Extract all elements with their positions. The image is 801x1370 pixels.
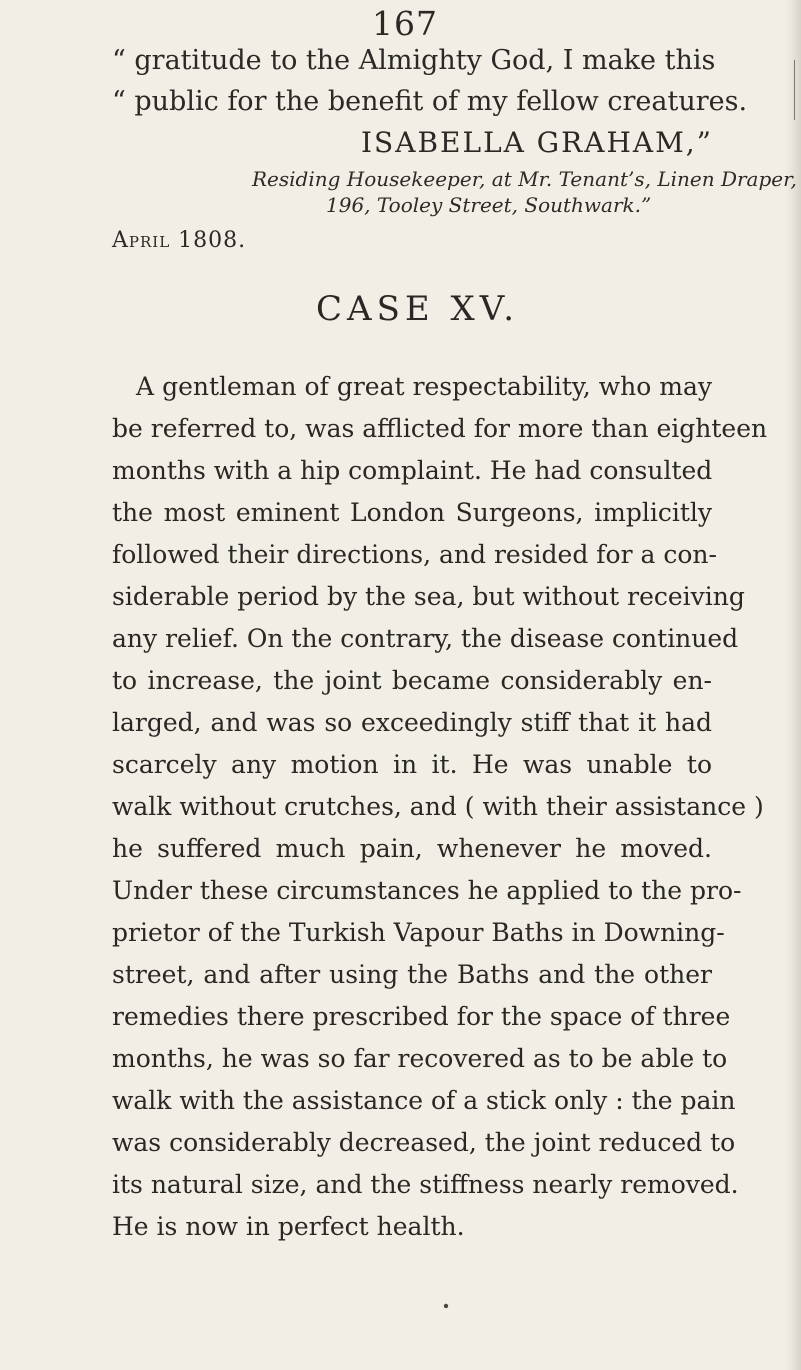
letter-date: April 1808. (112, 228, 247, 253)
case-line: its natural size, and the stiffness nearly removed. (112, 1170, 739, 1199)
case-line: walk with the assistance of a stick only : the pain (112, 1086, 736, 1115)
case-line: A gentleman of great respectability, who may (136, 372, 712, 401)
page-number: 167 (372, 4, 438, 43)
case-line: was considerably decreased, the joint reduced to (112, 1128, 736, 1157)
case-heading: CASE XV. (316, 289, 520, 329)
case-line: months with a hip complaint. He had consulted (112, 456, 713, 485)
case-line: any relief. On the contrary, the disease continued (112, 624, 739, 653)
ink-speck-icon (438, 1298, 454, 1314)
case-line: he suffered much pain, whenever he moved. (112, 834, 712, 863)
case-line: scarcely any motion in it. He was unable to (112, 750, 712, 779)
case-line: followed their directions, and resided for a con- (112, 540, 717, 569)
case-line: prietor of the Turkish Vapour Baths in Downing- (112, 918, 725, 947)
signature-address-line: 196, Tooley Street, Southwark.” (326, 193, 652, 217)
case-line: He is now in perfect health. (112, 1212, 465, 1241)
paper-speck (438, 1298, 454, 1318)
case-line: be referred to, was afflicted for more than eighteen (112, 414, 768, 443)
case-line: street, and after using the Baths and the other (112, 960, 712, 989)
letter-line-1: “ gratitude to the Almighty God, I make this (112, 45, 716, 76)
case-line: the most eminent London Surgeons, implicitly (112, 498, 712, 527)
letter-signature: ISABELLA GRAHAM,” (361, 126, 713, 159)
signature-residence-line: Residing Housekeeper, at Mr. Tenant’s, Linen Draper, (252, 167, 797, 191)
letter-line-2: “ public for the benefit of my fellow creatures. (112, 86, 748, 117)
case-line: months, he was so far recovered as to be able to (112, 1044, 728, 1073)
page-edge-shadow (785, 0, 801, 1370)
case-line: larged, and was so exceedingly stiff that it had (112, 708, 712, 737)
case-line: remedies there prescribed for the space of three (112, 1002, 731, 1031)
case-line: Under these circumstances he applied to the pro- (112, 876, 742, 905)
case-line: to increase, the joint became considerably en- (112, 666, 712, 695)
page-edge-mark (794, 60, 795, 120)
case-line: walk without crutches, and ( with their assistance ) (112, 792, 764, 821)
case-line: siderable period by the sea, but without receiving (112, 582, 745, 611)
